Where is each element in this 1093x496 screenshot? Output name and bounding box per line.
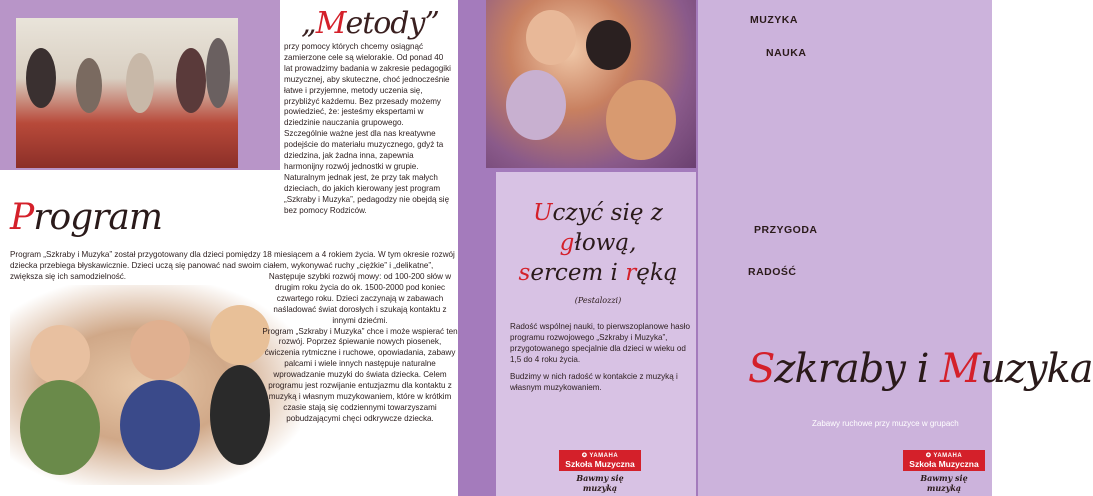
yamaha-logo [559,450,641,493]
uczyc-body [510,322,690,399]
metody-heading: „Metody” [301,6,439,41]
keyword-radosc: RADOŚĆ [748,266,797,278]
metody-paragraph: przy pomocy których chcemy osiągnąć zamierzone cele są wielorakie. Od ponad 40 lat prowadzimy badania w zakresie pedagogiki muzycznej, aby skuteczne, choć jednocześnie łatwe i przyjemne, metody uczenia się, przybliżyć każdemu. Bez przesady możemy powiedzieć, że: jesteśmy ekspertami w dziedzinie nauczania grupowego. [284,42,451,128]
program-paragraph: Następuje szybki rozwój mowy: od 100-200 słów w drugim roku życia do ok. 1500-2000 pod koniec czwartego roku. Dzieci zaczynają w zabawach naśladować świat dorosłych i szukają kontaktu z innymi dziećmi. [268,272,452,325]
quote-attribution: (Pestalozzi) [574,296,622,305]
school-name: Szkoła Muzyczna [565,459,635,469]
uczyc-paragraph: Radość wspólnej nauki, to pierwszoplanowe hasło programu rozwojowego „Szkraby i Muzyka”, przygotowanego specjalnie dla dzieci w wieku od 1,5 do 4 roku życia. [510,322,690,364]
keyword-przygoda: PRZYGODA [754,224,818,236]
keyword-muzyka: MUZYKA [750,14,798,26]
metody-body [284,42,452,217]
school-name: Szkoła Muzyczna [909,459,979,469]
keyword-nauka: NAUKA [766,47,807,59]
yamaha-wordmark: ✪ YAMAHA [581,453,619,459]
logo-badge [903,450,985,471]
logo-badge [559,450,641,471]
program-paragraph: Program „Szkraby i Muzyka” chce i może wspierać ten rozwój. Poprzez śpiewanie nowych piosenek, ćwiczenia rytmiczne i ruchowe, opowiadania, zabawy palcami i wiele innych następuje naturalne wprowadzanie muzyki do świata dziecka. Celem programu jest rozwijanie entuzjazmu dla kontaktu z muzyką i własnym muzykowaniem, które w krótkim czasie stają się codziennymi towarzyszami pobudzającymi chęci odkrywcze dziecka. [262,326,458,423]
program-body [262,272,458,425]
brand-tagline: Zabawy ruchowe przy muzyce w grupach [812,419,959,428]
yamaha-wordmark: ✪ YAMAHA [925,453,963,459]
uczyc-paragraph: Budzimy w nich radość w kontakcie z muzyką i własnym muzykowaniem. [510,371,678,392]
uczyc-heading: Uczyć się z głową, sercem i ręką [518,200,678,286]
photo-toddlers [10,285,300,485]
metody-paragraph: Szczególnie ważne jest dla nas kreatywne podejście do materiału muzycznego, gdyż ta dziedzina, jak żadna inna, zapewnia harmonijny rozwój jednostki w grupie. Naturalnym jednak jest, że przy tak małych dzieciach, do jakich kierowany jest program „Szkraby i Muzyka”, pedagodzy nie obejdą się bez pomocy Rodziców. [284,129,450,215]
logo-slogan: Bawmy się muzyką [920,473,968,493]
logo-slogan: Bawmy się muzyką [576,473,624,493]
brand-title: Szkraby i Muzyka [748,346,1093,392]
photo-children-dancing [16,18,238,168]
photo-mothers-with-children [486,0,696,168]
program-heading: Program [10,197,162,238]
yamaha-logo [903,450,985,493]
program-intro: Program „Szkraby i Muzyka” został przygotowany dla dzieci pomiędzy 18 miesiącem a 4 rokiem życia. W tym okresie rozwój dziecka przebiega błyskawicznie. Dzieci uczą się panować nad swoim ciałem, wykonywać ruchy „ciężkie” i „delikatne”, zwiększa się ich samodzielność. [10,250,455,281]
